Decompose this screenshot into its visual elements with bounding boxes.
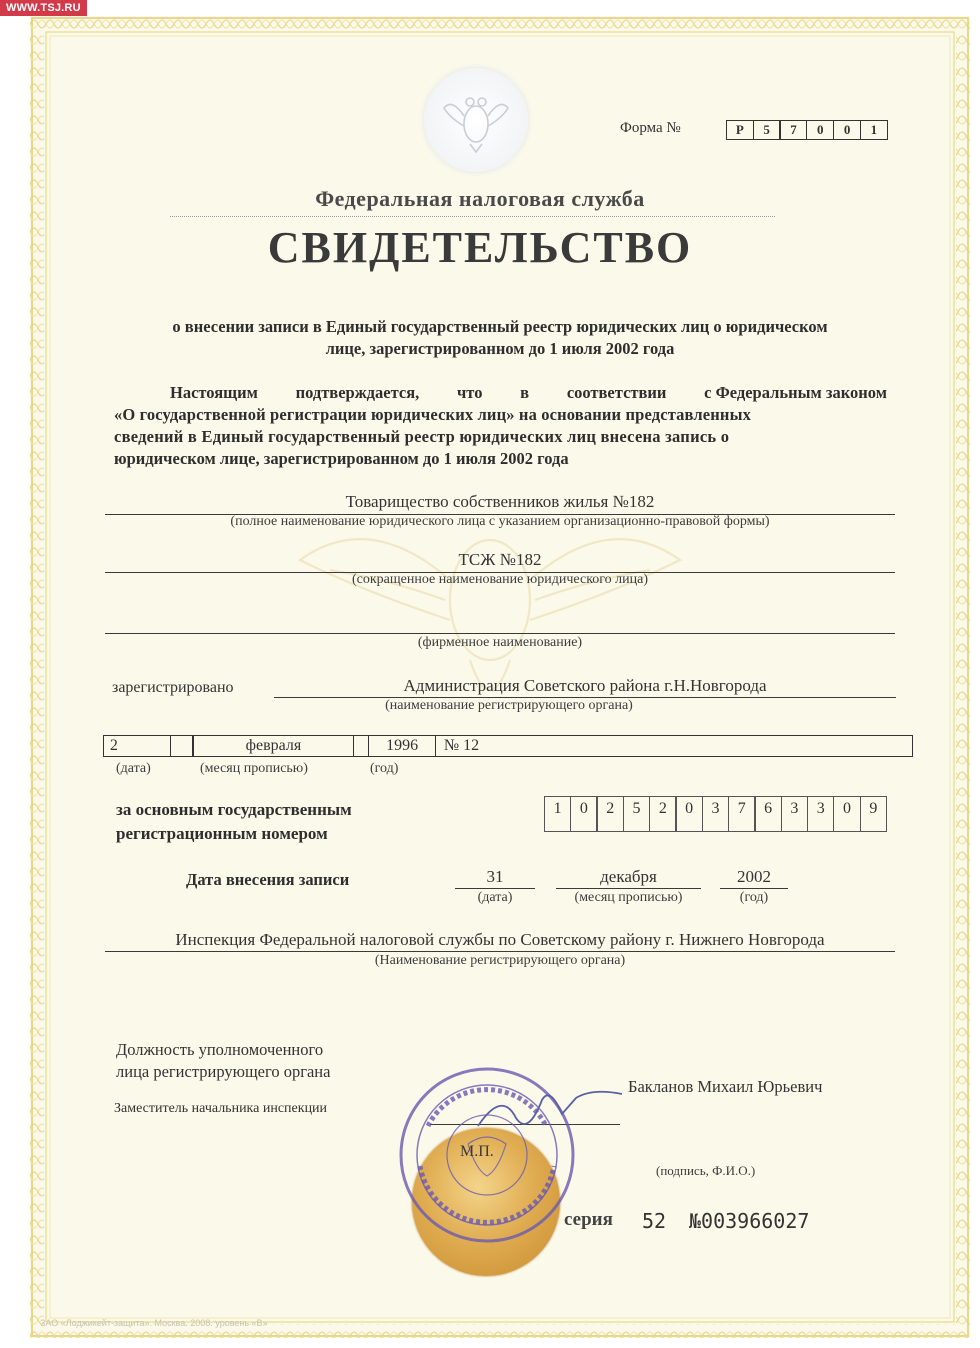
stamp-place-label: М.П. — [460, 1143, 494, 1160]
registration-authority: Администрация Советского района г.Н.Новгорода — [403, 676, 767, 695]
inspection-underline — [105, 951, 895, 952]
ogrn-digit-cell: 2 — [596, 796, 624, 832]
ogrn-digit-cell: 3 — [807, 796, 835, 832]
reg-blank-cell — [353, 735, 369, 757]
body-text-line-4: юридическом лице, зарегистрированном до 1 июля 2002 года — [114, 449, 569, 468]
series-value: 52 — [642, 1209, 667, 1233]
entity-full-name: Товарищество собственников жилья №182 — [345, 492, 655, 511]
form-code-cell: 1 — [860, 120, 888, 140]
ogrn-digit-cell: 0 — [833, 796, 861, 832]
body-word: соответствии — [566, 383, 667, 402]
registered-label: зарегистрировано — [112, 679, 234, 696]
entry-month: декабря — [600, 867, 657, 886]
registration-date-row — [104, 735, 913, 757]
full-name-caption: (полное наименование юридического лица с указанием организационно-правовой формы) — [230, 514, 770, 529]
entry-day-underline — [455, 888, 535, 889]
ogrn-digit-cell: 2 — [649, 796, 677, 832]
authority-caption: (наименование регистрирующего органа) — [385, 698, 633, 713]
entry-date-label: Дата внесения записи — [186, 870, 350, 889]
reg-blank-cell — [170, 735, 194, 757]
position-label-line-2: лица регистрирующего органа — [116, 1062, 331, 1081]
ogrn-number-cells — [545, 796, 887, 832]
body-word: что — [457, 383, 483, 402]
subtitle-line-2: лице, зарегистрированном до 1 июля 2002 года — [325, 339, 675, 358]
reg-month-cell: февраля — [192, 735, 354, 757]
position-value: Заместитель начальника инспекции — [114, 1101, 328, 1116]
series-number: №003966027 — [689, 1209, 810, 1233]
signer-caption: (подпись, Ф.И.О.) — [656, 1163, 756, 1178]
certificate-title: СВИДЕТЕЛЬСТВО — [267, 223, 693, 272]
form-label: Форма № — [620, 120, 681, 136]
series-label: серия — [564, 1209, 613, 1230]
body-word: в — [520, 383, 530, 402]
form-code-cell: 0 — [833, 120, 861, 140]
site-watermark: WWW.TSJ.RU — [0, 0, 87, 16]
reg-day-caption: (дата) — [116, 761, 151, 776]
body-word: с Федеральным законом — [704, 383, 887, 402]
ogrn-digit-cell: 7 — [728, 796, 756, 832]
reg-year-cell: 1996 — [368, 735, 436, 757]
entry-day: 31 — [486, 867, 504, 886]
signer-name: Бакланов Михаил Юрьевич — [628, 1077, 823, 1096]
form-code-cell: 5 — [753, 120, 781, 140]
double-headed-eagle-icon — [424, 68, 528, 172]
ogrn-digit-cell: 0 — [570, 796, 598, 832]
ogrn-digit-cell: 1 — [544, 796, 572, 832]
hologram-emblem — [424, 68, 528, 172]
inspection-name: Инспекция Федеральной налоговой службы по Советскому району г. Нижнего Новгорода — [175, 930, 825, 949]
form-code-cell: 7 — [779, 120, 807, 140]
ogrn-digit-cell: 6 — [754, 796, 782, 832]
ogrn-digit-cell: 0 — [675, 796, 703, 832]
ogrn-label-line-1: за основным государственным — [116, 800, 352, 819]
brand-name-caption: (фирменное наименование) — [417, 635, 583, 650]
entry-month-underline — [556, 888, 701, 889]
form-code-cells — [727, 120, 888, 140]
reg-month-caption: (месяц прописью) — [200, 761, 308, 776]
ogrn-digit-cell: 3 — [702, 796, 730, 832]
form-code-cell: Р — [726, 120, 754, 140]
ogrn-digit-cell: 3 — [781, 796, 809, 832]
short-name-caption: (сокращенное наименование юридического лица) — [351, 572, 649, 587]
body-text-line-1 — [170, 383, 887, 403]
body-word: Настоящим — [170, 383, 258, 402]
printer-note: ЗАО «Лоджикейт-защита». Москва. 2008. уровень «В» — [40, 1318, 268, 1328]
reg-number-cell: № 12 — [435, 735, 913, 757]
entity-short-name: ТСЖ №182 — [458, 550, 542, 569]
body-text-line-2: «О государственной регистрации юридических лиц» на основании представленных — [114, 405, 752, 424]
entry-year-underline — [720, 888, 788, 889]
handwritten-signature-icon — [472, 1080, 632, 1140]
ogrn-label-line-2: регистрационным номером — [116, 824, 328, 843]
form-code-cell: 0 — [806, 120, 834, 140]
body-word: подтверждается, — [295, 383, 420, 402]
ogrn-digit-cell: 9 — [860, 796, 888, 832]
ogrn-digit-cell: 5 — [623, 796, 651, 832]
header-rule — [170, 216, 775, 217]
brand-name-underline — [105, 633, 895, 634]
reg-year-caption: (год) — [370, 761, 399, 776]
reg-day-cell: 2 — [103, 735, 171, 757]
inspection-caption: (Наименование регистрирующего органа) — [374, 953, 626, 968]
position-label-line-1: Должность уполномоченного — [116, 1040, 324, 1059]
entry-year-caption: (год) — [739, 890, 769, 905]
entry-month-caption: (месяц прописью) — [574, 890, 683, 905]
subtitle-line-1: о внесении записи в Единый государственный реестр юридических лиц о юридическом — [172, 317, 828, 336]
body-text-line-3: сведений в Единый государственный реестр юридических лиц внесена запись о — [114, 427, 730, 446]
agency-name: Федеральная налоговая служба — [315, 186, 645, 211]
entry-year: 2002 — [737, 867, 771, 886]
entry-day-caption: (дата) — [477, 890, 513, 905]
